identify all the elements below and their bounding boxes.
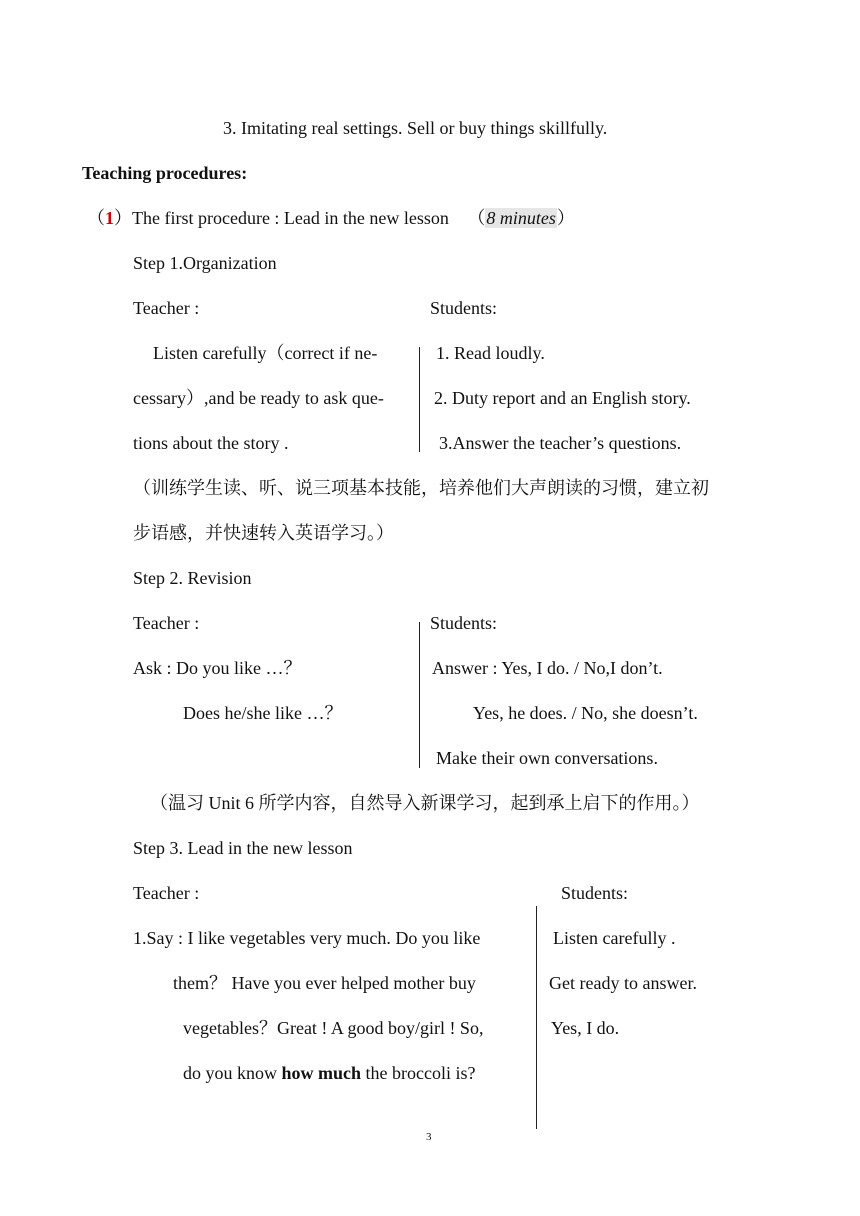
step-3-teacher-label: Teacher : [133, 883, 200, 903]
step-3-students-label: Students: [561, 883, 629, 903]
step-2-student-line: Yes, he does. / No, she doesn’t. [473, 703, 698, 723]
step-3-title: Step 3. Lead in the new lesson [133, 838, 353, 858]
step-1-teacher-line: cessary）,and be ready to ask que- [133, 388, 384, 408]
step-3-teacher-line: vegetables？Great ! A good boy/girl ! So, [183, 1018, 484, 1038]
step-2-teacher-line: Does he/she like …？ [183, 703, 343, 723]
step-1-title: Step 1.Organization [133, 253, 277, 273]
step-1-teacher-line: Listen carefully（correct if ne- [153, 343, 378, 363]
step-1-divider [419, 347, 420, 452]
procedure-1-time: 8 minutes [486, 208, 556, 228]
step-2-teacher-label: Teacher : [133, 613, 200, 633]
step-3-divider [536, 906, 537, 1129]
step-3-teacher-line: 1.Say : I like vegetables very much. Do you like [133, 928, 481, 948]
step-1-note-line: 步语感，并快速转入英语学习。） [133, 523, 394, 543]
step-1-note-line: （训练学生读、听、说三项基本技能，培养他们大声朗读的习惯，建立初 [133, 478, 709, 498]
procedure-1-time-open: （ [467, 208, 486, 228]
step-1-student-line: 3.Answer the teacher’s questions. [439, 433, 682, 453]
procedure-1-paren-close: ） [114, 208, 132, 228]
step-3-student-line: Yes, I do. [551, 1018, 620, 1038]
step-1-teacher-line: tions about the story . [133, 433, 289, 453]
procedures-heading: Teaching procedures: [82, 163, 248, 183]
step-2-title: Step 2. Revision [133, 568, 252, 588]
step-1-student-line: 2. Duty report and an English story. [434, 388, 691, 408]
step-3-teacher-last-post: the broccoli is? [361, 1063, 476, 1083]
step-2-student-line: Make their own conversations. [436, 748, 658, 768]
step-1-students-label: Students: [430, 298, 498, 318]
step-3-teacher-line: them？ Have you ever helped mother buy [173, 973, 476, 993]
page-number: 3 [426, 1131, 432, 1143]
procedure-1-time-close: ） [556, 208, 575, 228]
step-2-students-label: Students: [430, 613, 498, 633]
step-3-teacher-line-last [183, 1062, 475, 1084]
step-2-student-line: Answer : Yes, I do. / No,I don’t. [432, 658, 663, 678]
procedure-1-paren-open: （ [87, 208, 105, 228]
step-1-student-line: 1. Read loudly. [436, 343, 545, 363]
procedure-1-text: The first procedure : Lead in the new lesson [132, 208, 449, 228]
step-3-student-line: Get ready to answer. [549, 973, 697, 993]
step-3-student-line: Listen carefully . [553, 928, 676, 948]
step-2-note: （温习 Unit 6 所学内容，自然导入新课学习，起到承上启下的作用。） [150, 793, 700, 813]
step-3-teacher-last-pre: do you know [183, 1063, 282, 1083]
procedure-1-number: 1 [105, 208, 114, 228]
objective-3: 3. Imitating real settings. Sell or buy things skillfully. [223, 118, 608, 138]
step-2-divider [419, 622, 420, 768]
step-1-teacher-label: Teacher : [133, 298, 200, 318]
step-2-teacher-line: Ask : Do you like …？ [133, 658, 302, 678]
step-3-teacher-last-bold: how much [281, 1063, 362, 1083]
procedure-1-line [87, 207, 575, 229]
